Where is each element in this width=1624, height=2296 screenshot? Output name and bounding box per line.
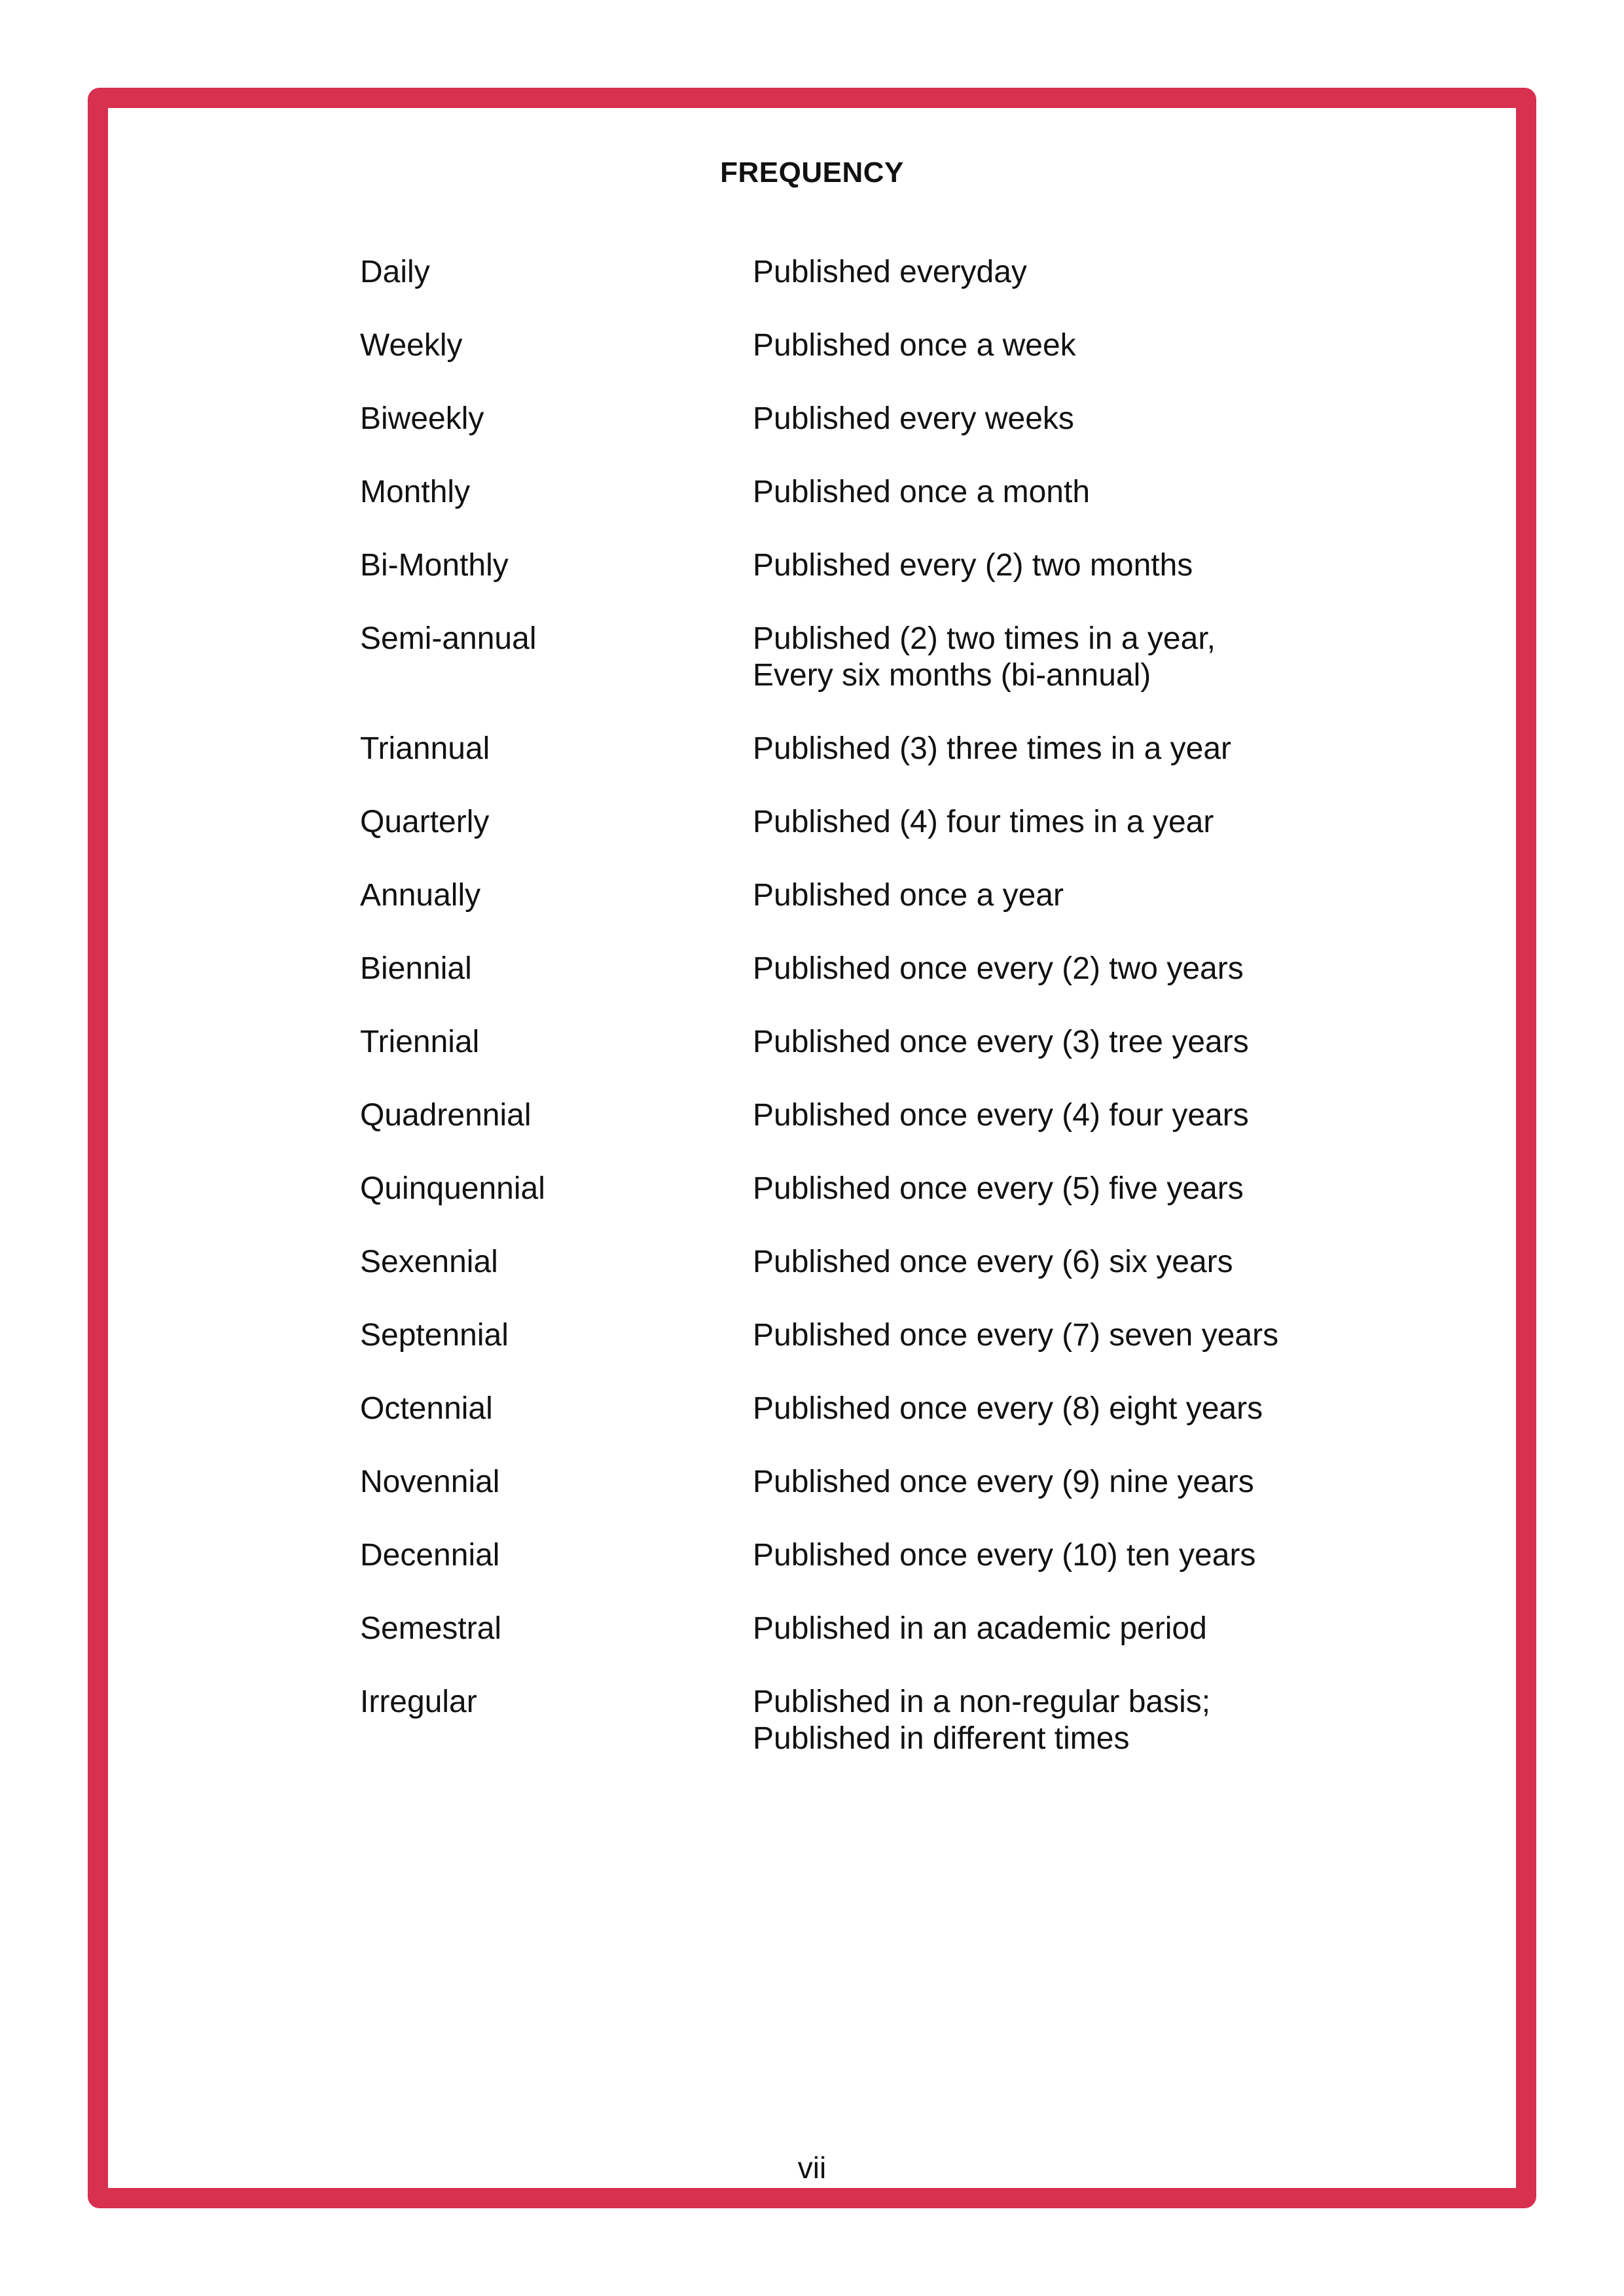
frequency-term: Annually (360, 878, 481, 913)
frequency-row (360, 1171, 1407, 1244)
frequency-row (360, 1391, 1407, 1464)
frequency-row (360, 877, 1407, 951)
frequency-row (360, 254, 1407, 327)
frequency-definition (753, 474, 1407, 511)
frequency-row (360, 621, 1407, 731)
frequency-term: Bi-Monthly (360, 548, 509, 583)
frequency-term: Semestral (360, 1611, 502, 1646)
frequency-definition (753, 621, 1407, 694)
frequency-definition (753, 1684, 1407, 1757)
page-number: vii (797, 2151, 827, 2185)
frequency-row (360, 401, 1407, 474)
frequency-definition-line: Published once every (8) eight years (753, 1391, 1263, 1426)
frequency-term: Daily (360, 255, 430, 289)
frequency-definition-line: Published once a month (753, 475, 1091, 509)
frequency-row (360, 804, 1407, 877)
frequency-term: Semi-annual (360, 621, 537, 656)
frequency-definition (753, 951, 1407, 987)
frequency-definition-line: Every six months (bi-annual) (753, 658, 1151, 693)
frequency-definition (753, 1097, 1407, 1134)
frequency-definition-line: Published once every (6) six years (753, 1245, 1233, 1279)
frequency-definition-line: Published in an academic period (753, 1611, 1207, 1646)
frequency-row (360, 1464, 1407, 1537)
frequency-term: Weekly (360, 328, 463, 363)
frequency-term: Quadrennial (360, 1098, 532, 1133)
frequency-definition (753, 547, 1407, 584)
frequency-definition (753, 1391, 1407, 1427)
frequency-definition-line: Published every weeks (753, 401, 1074, 436)
page-title: FREQUENCY (720, 156, 904, 189)
frequency-definition (753, 877, 1407, 914)
frequency-definition (753, 804, 1407, 841)
frequency-term: Septennial (360, 1318, 509, 1353)
frequency-definition-line: Published once every (9) nine years (753, 1465, 1254, 1499)
frequency-term: Quinquennial (360, 1171, 545, 1206)
frequency-term: Triennial (360, 1025, 480, 1059)
frequency-definition (753, 1244, 1407, 1281)
frequency-definition (753, 1317, 1407, 1354)
frequency-term: Decennial (360, 1538, 500, 1573)
frequency-term: Novennial (360, 1465, 500, 1499)
frequency-row (360, 327, 1407, 401)
frequency-definition (753, 1024, 1407, 1061)
frequency-definition-line: Published everyday (753, 255, 1027, 289)
frequency-row (360, 474, 1407, 547)
frequency-definition-line: Published once a year (753, 878, 1064, 913)
frequency-term: Biweekly (360, 401, 484, 436)
frequency-definition-line: Published once every (10) ten years (753, 1538, 1256, 1573)
frequency-definition-line: Published in different times (753, 1721, 1130, 1756)
frequency-definition (753, 1171, 1407, 1207)
frequency-list (360, 254, 1407, 1794)
frequency-row (360, 1244, 1407, 1317)
frequency-definition-line: Published (3) three times in a year (753, 731, 1232, 766)
frequency-definition-line: Published (4) four times in a year (753, 805, 1214, 839)
frequency-row (360, 1611, 1407, 1684)
frequency-definition-line: Published once every (4) four years (753, 1098, 1249, 1133)
frequency-definition-line: Published once every (7) seven years (753, 1318, 1279, 1353)
frequency-row (360, 731, 1407, 804)
frequency-definition (753, 254, 1407, 291)
frequency-row (360, 1317, 1407, 1391)
frequency-definition (753, 1611, 1407, 1647)
frequency-definition (753, 1537, 1407, 1574)
frequency-definition (753, 327, 1407, 364)
frequency-row (360, 1537, 1407, 1611)
frequency-row (360, 1684, 1407, 1794)
frequency-row (360, 547, 1407, 621)
frequency-term: Sexennial (360, 1245, 498, 1279)
frequency-term: Quarterly (360, 805, 490, 839)
frequency-row (360, 1024, 1407, 1097)
frequency-term: Biennial (360, 951, 472, 986)
frequency-definition-line: Published once a week (753, 328, 1076, 363)
frequency-term: Triannual (360, 731, 490, 766)
frequency-term: Irregular (360, 1685, 477, 1719)
frequency-row (360, 1097, 1407, 1171)
frequency-definition (753, 1464, 1407, 1501)
frequency-row (360, 951, 1407, 1024)
frequency-definition (753, 731, 1407, 767)
frequency-definition (753, 401, 1407, 437)
frequency-term: Octennial (360, 1391, 493, 1426)
frequency-definition-line: Published once every (5) five years (753, 1171, 1244, 1206)
frequency-definition-line: Published in a non-regular basis; (753, 1685, 1211, 1719)
frequency-term: Monthly (360, 475, 471, 509)
frequency-definition-line: Published once every (2) two years (753, 951, 1244, 986)
frequency-definition-line: Published once every (3) tree years (753, 1025, 1249, 1059)
frequency-definition-line: Published (2) two times in a year, (753, 621, 1216, 656)
frequency-definition-line: Published every (2) two months (753, 548, 1193, 583)
